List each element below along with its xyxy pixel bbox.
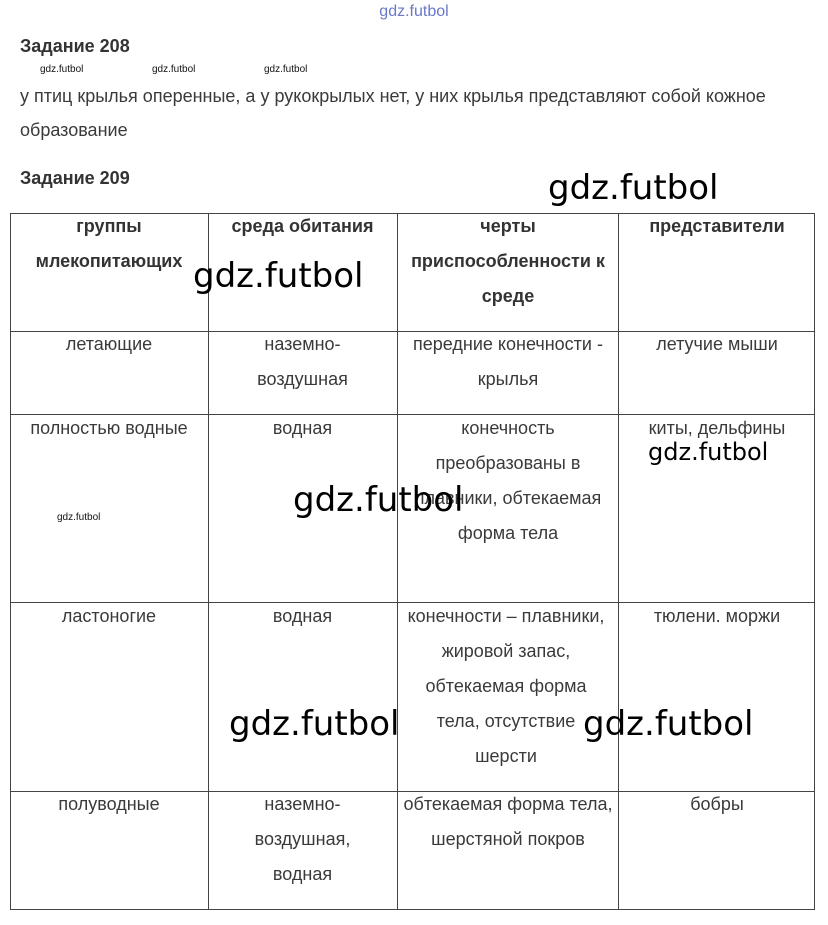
watermark-small-1: gdz.futbol — [40, 64, 84, 75]
watermark-large-6: gdz.futbol — [583, 704, 754, 744]
table-cell: полуводные — [58, 794, 160, 814]
watermark-large-3: gdz.futbol — [648, 438, 769, 466]
table-cell: обтекаемая форма тела, шерстяной покров — [403, 794, 613, 849]
task-208-title: Задание 208 — [20, 36, 130, 56]
header-groups: группы млекопитающих — [35, 216, 183, 271]
table-cell: водная — [272, 606, 333, 626]
table-cell: наземно-воздушная, водная — [254, 794, 351, 884]
watermark-small-2: gdz.futbol — [152, 64, 196, 75]
answer-table — [10, 213, 815, 910]
watermark-small-table: gdz.futbol — [57, 512, 101, 523]
table-cell: киты, дельфины — [648, 418, 786, 438]
header-representatives: представители — [649, 216, 785, 236]
header-adaptations: черты приспособленности к среде — [411, 216, 605, 306]
table-cell: наземно-воздушная — [257, 334, 348, 389]
header-habitat: среда обитания — [231, 216, 374, 236]
watermark-large-5: gdz.futbol — [229, 704, 400, 744]
watermark-large-2: gdz.futbol — [193, 256, 364, 296]
watermark-large-4: gdz.futbol — [293, 480, 464, 520]
table-cell: водная — [272, 418, 333, 438]
table-cell: конечности – плавники, жировой запас, обтекаемая форма тела, отсутствие шерсти — [407, 606, 605, 766]
watermark-small-3: gdz.futbol — [264, 64, 308, 75]
task-209-title: Задание 209 — [20, 168, 130, 188]
table-cell: тюлени. моржи — [653, 606, 781, 626]
table-cell: летучие мыши — [656, 334, 778, 354]
table-cell: ластоногие — [61, 606, 157, 626]
watermark-large-1: gdz.futbol — [548, 168, 719, 208]
table-cell: летающие — [65, 334, 153, 354]
table-cell: передние конечности - крылья — [413, 334, 603, 389]
table-cell: полностью водные — [30, 418, 188, 438]
table-cell: конечность преобразованы в плавники, обтекаемая форма тела — [414, 418, 602, 543]
site-name: gdz.futbol — [379, 3, 449, 20]
table-cell: бобры — [690, 794, 744, 814]
task-208-answer: у птиц крылья оперенные, а у рукокрылых нет, у них крылья представляют собой кожное образование — [20, 86, 766, 140]
